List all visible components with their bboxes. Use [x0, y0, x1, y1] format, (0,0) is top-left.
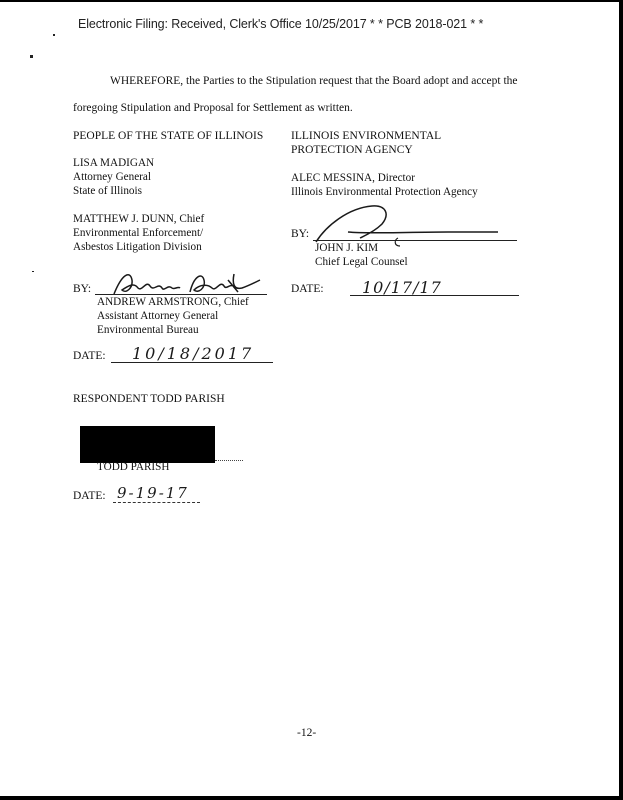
scan-border-right [619, 0, 623, 800]
right-signer-title: Chief Legal Counsel [315, 256, 408, 268]
respondent-heading: RESPONDENT TODD PARISH [73, 393, 225, 405]
scan-speck [53, 34, 55, 36]
left-signer-name: ANDREW ARMSTRONG, Chief [97, 296, 249, 308]
filing-stamp: Electronic Filing: Received, Clerk's Office 10/25/2017 * * PCB 2018-021 * * [78, 17, 484, 31]
respondent-handwritten-date: 9-19-17 [117, 484, 189, 502]
scan-border-top [0, 0, 623, 2]
left-date-label: DATE: [73, 350, 106, 362]
right-signer-name: JOHN J. KIM [315, 242, 379, 254]
page-number: -12- [297, 727, 317, 739]
wherefore-paragraph-line-1: WHEREFORE, the Parties to the Stipulation request that the Board adopt and accept the [110, 75, 518, 87]
people-heading: PEOPLE OF THE STATE OF ILLINOIS [73, 130, 264, 142]
redaction-block [80, 426, 215, 463]
division-chief-name: MATTHEW J. DUNN, Chief [73, 213, 205, 225]
attorney-general-state: State of Illinois [73, 185, 142, 197]
left-signer-title-1: Assistant Attorney General [97, 310, 219, 322]
respondent-signature-line [215, 460, 243, 461]
attorney-general-name: LISA MADIGAN [73, 157, 155, 169]
director-name: ALEC MESSINA, Director [291, 172, 415, 184]
scan-speck [32, 271, 34, 272]
wherefore-paragraph-line-2: foregoing Stipulation and Proposal for Settlement as written. [73, 102, 353, 114]
respondent-date-line [113, 502, 200, 503]
right-by-label: BY: [291, 228, 310, 240]
director-agency: Illinois Environmental Protection Agency [291, 186, 478, 198]
left-signer-title-2: Environmental Bureau [97, 324, 199, 336]
agency-heading-line-1: ILLINOIS ENVIRONMENTAL [291, 130, 442, 142]
division-chief-dept-line-1: Environmental Enforcement/ [73, 227, 204, 239]
left-handwritten-date: 10/18/2017 [132, 344, 255, 363]
attorney-general-title: Attorney General [73, 171, 151, 183]
right-date-label: DATE: [291, 283, 324, 295]
agency-heading-line-2: PROTECTION AGENCY [291, 144, 413, 156]
right-handwritten-date: 10/17/17 [362, 278, 442, 297]
scan-border-bottom [0, 796, 623, 800]
scan-speck [30, 55, 33, 58]
left-by-label: BY: [73, 283, 92, 295]
division-chief-dept-line-2: Asbestos Litigation Division [73, 241, 202, 253]
respondent-date-label: DATE: [73, 490, 106, 502]
respondent-signer-name: TODD PARISH [97, 461, 170, 473]
